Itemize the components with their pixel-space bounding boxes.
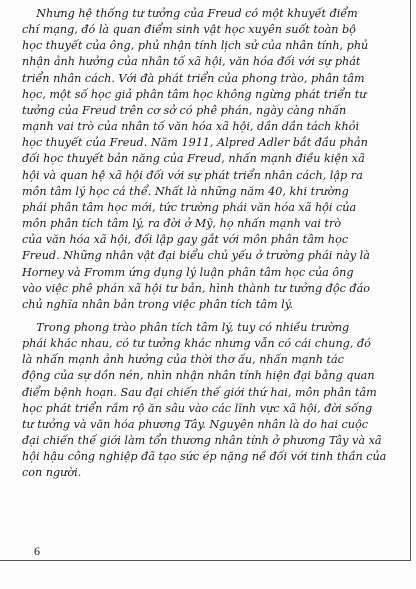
text-line: học, một số học giả phân tâm học không ngừng phát triển tư [22, 87, 367, 101]
text-line: học thuyết của Freud. Năm 1911, Alpred Adler bắt đầu phản [22, 136, 368, 150]
text-line: học thuyết của ông, phủ nhận tính lịch sử của nhân tính, phủ [22, 39, 369, 53]
text-line: môn phân tích tâm lý, ra đời ở Mỹ, họ nhấn mạnh vai trò [22, 217, 342, 231]
text-line: mạnh vai trò của nhân tố văn hóa xã hội, dần dần tách khỏi [22, 120, 360, 134]
text-line: con người. [22, 466, 82, 480]
text-line: vào việc phê phán xã hội tư bản, hình thành tư tưởng độc đáo [22, 281, 370, 295]
text-line: phái khác nhau, có tư tưởng khác nhưng vẫn có cái chung, đó [22, 337, 371, 351]
text-line: triển nhân cách. Với đà phát triển của phong trào, phân tâm [22, 71, 365, 85]
page-number: 6 [34, 544, 40, 558]
text-line: chí mạng, đó là quan điểm sinh vật học xuyên suốt toàn bộ [22, 23, 356, 37]
text-line: là nhấn mạnh ảnh hưởng của thời thơ ấu, nhấn mạnh tác [22, 353, 344, 367]
text-line: học phát triển rầm rộ ăn sâu vào các lĩnh vực xã hội, đời sống [22, 401, 373, 415]
text-line: nhận ảnh hưởng của nhân tố xã hội, văn hóa đối với sự phát [22, 55, 361, 69]
text-line: Trong phong trào phân tích tâm lý, tuy có nhiều trường [22, 320, 350, 334]
text-line: tư tưởng và văn hóa phương Tây. Nguyên nhân là do hai cuộc [22, 417, 368, 431]
text-line: tưởng của Freud trên cơ sở có phê phán, ngày càng nhấn [22, 103, 347, 117]
text-line: chủ nghĩa nhân bản trong việc phân tích tâm lý. [22, 297, 294, 311]
text-line: phái phân tâm học mới, tức trường phái văn hóa xã hội của [22, 200, 357, 214]
body-text [22, 6, 398, 489]
text-line: Horney và Fromm ứng dụng lý luận phân tâm học của ông [22, 265, 354, 279]
text-line: điểm bệnh hoạn. Sau đại chiến thế giới thứ hai, môn phân tâm [22, 385, 377, 399]
text-line: của văn hóa xã hội, đối lập gay gắt với môn phân tâm học [22, 233, 349, 247]
text-line: hội và quan hệ xã hội đối với sự phát triển nhân cách, lập ra [22, 168, 363, 182]
text-line: Freud. Những nhân vật đại biểu chủ yếu ở trường phái này là [22, 249, 370, 263]
paragraph-2 [22, 320, 398, 482]
text-line: động của sự dồn nén, nhìn nhận nhân tính hiện đại bằng quan [22, 369, 375, 383]
page-border-right [410, 0, 411, 560]
text-line: Nhưng hệ thống tư tưởng của Freud có một khuyết điểm [22, 7, 358, 20]
page-border-bottom [0, 560, 411, 561]
text-line: hội hậu công nghiệp đã tạo sức ép nặng nề đối với tinh thần của [22, 450, 387, 464]
text-line: môn tâm lý học cá thể. Nhất là những năm 40, khi trường [22, 184, 349, 198]
text-line: đại chiến thế giới làm tổn thương nhân tính ở phương Tây và xã [22, 434, 382, 448]
paragraph-1 [22, 6, 398, 313]
text-line: đối học thuyết bản năng của Freud, nhấn mạnh điều kiện xã [22, 152, 365, 166]
